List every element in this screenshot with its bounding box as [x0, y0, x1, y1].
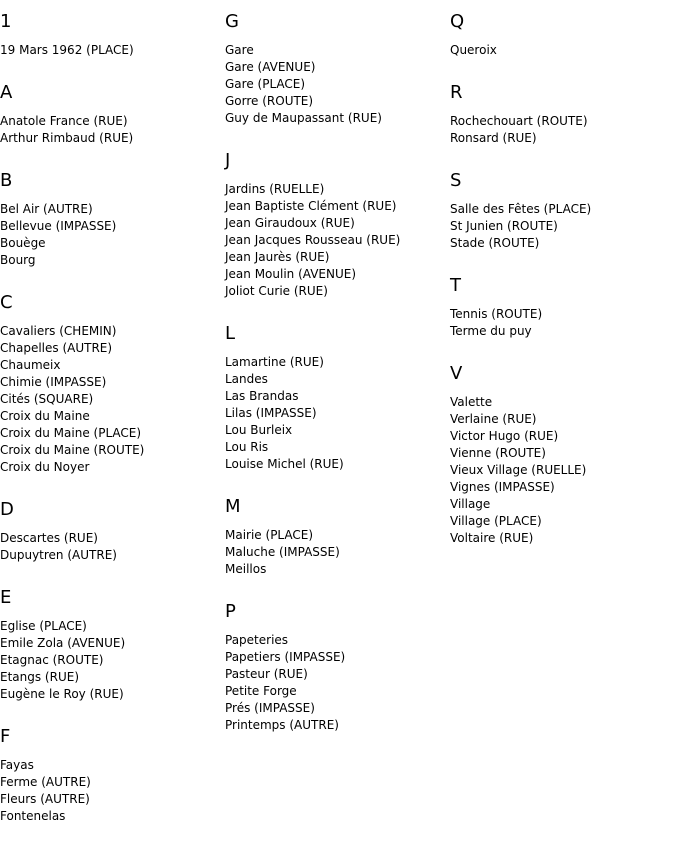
street-name: Petite Forge — [225, 684, 297, 698]
letter-section — [450, 171, 675, 252]
street-list — [450, 306, 675, 340]
street-index-column-1 — [0, 0, 225, 825]
street-name: Arthur Rimbaud (RUE) — [0, 131, 134, 145]
street-name: Pasteur (RUE) — [225, 667, 308, 681]
letter-section — [0, 83, 225, 147]
street-name: Etagnac (ROUTE) — [0, 653, 104, 667]
section-letter-heading: B — [0, 170, 13, 191]
street-name: Gare (PLACE) — [225, 77, 306, 91]
street-name: Gorre (ROUTE) — [225, 94, 314, 108]
street-name: Lamartine (RUE) — [225, 355, 324, 369]
street-name: 19 Mars 1962 (PLACE) — [0, 43, 134, 57]
letter-section — [225, 12, 450, 127]
street-name: Terme du puy — [450, 324, 532, 338]
street-list — [225, 632, 450, 734]
street-name: Croix du Maine — [0, 409, 90, 423]
street-name: Vignes (IMPASSE) — [450, 480, 555, 494]
street-name: Las Brandas — [225, 389, 299, 403]
section-letter-heading: M — [225, 496, 241, 517]
street-list — [225, 181, 450, 300]
street-name: Mairie (PLACE) — [225, 528, 314, 542]
street-name: Bel Air (AUTRE) — [0, 202, 93, 216]
street-name: Rochechouart (ROUTE) — [450, 114, 588, 128]
letter-section — [225, 324, 450, 473]
street-name: Valette — [450, 395, 493, 409]
street-list — [450, 42, 675, 59]
street-name: Croix du Maine (PLACE) — [0, 426, 142, 440]
section-letter-heading: P — [225, 601, 236, 622]
street-name: Fontenelas — [0, 809, 66, 823]
street-name: Vienne (ROUTE) — [450, 446, 546, 460]
street-list — [0, 530, 225, 564]
street-name: Descartes (RUE) — [0, 531, 98, 545]
section-letter-heading: 1 — [0, 11, 12, 32]
section-letter-heading: R — [450, 82, 463, 103]
street-name: Voltaire (RUE) — [450, 531, 534, 545]
section-letter-heading: Q — [450, 11, 465, 32]
street-name: Jean Jacques Rousseau (RUE) — [225, 233, 401, 247]
street-name: Chimie (IMPASSE) — [0, 375, 107, 389]
street-list — [0, 113, 225, 147]
section-letter-heading: A — [0, 82, 13, 103]
street-name: Prés (IMPASSE) — [225, 701, 315, 715]
street-name: Queroix — [450, 43, 497, 57]
street-name: Jean Giraudoux (RUE) — [225, 216, 355, 230]
street-name: Joliot Curie (RUE) — [225, 284, 328, 298]
letter-section — [0, 12, 225, 59]
street-name: Lilas (IMPASSE) — [225, 406, 317, 420]
street-name: Jean Baptiste Clément (RUE) — [225, 199, 397, 213]
section-letter-heading: L — [225, 323, 236, 344]
street-index-column-2 — [225, 0, 450, 734]
letter-section — [225, 151, 450, 300]
street-name: Gare — [225, 43, 254, 57]
street-name: Bourg — [0, 253, 36, 267]
letter-section — [0, 500, 225, 564]
street-name: Ferme (AUTRE) — [0, 775, 91, 789]
street-name: Bellevue (IMPASSE) — [0, 219, 117, 233]
street-name: Eugène le Roy (RUE) — [0, 687, 124, 701]
street-name: Chaumeix — [0, 358, 61, 372]
street-name: Maluche (IMPASSE) — [225, 545, 340, 559]
street-name: Salle des Fêtes (PLACE) — [450, 202, 592, 216]
section-letter-heading: E — [0, 587, 12, 608]
street-name: Eglise (PLACE) — [0, 619, 87, 633]
section-letter-heading: S — [450, 170, 462, 191]
section-letter-heading: T — [450, 275, 461, 296]
letter-section — [450, 12, 675, 59]
street-name: Jardins (RUELLE) — [225, 182, 325, 196]
street-name: St Junien (ROUTE) — [450, 219, 558, 233]
street-name: Lou Burleix — [225, 423, 293, 437]
street-name: Lou Ris — [225, 440, 269, 454]
street-list — [0, 201, 225, 269]
street-name: Stade (ROUTE) — [450, 236, 540, 250]
street-list — [450, 113, 675, 147]
street-list — [0, 757, 225, 825]
letter-section — [0, 171, 225, 269]
section-letter-heading: D — [0, 499, 14, 520]
letter-section — [450, 83, 675, 147]
street-name: Cités (SQUARE) — [0, 392, 94, 406]
street-name: Fleurs (AUTRE) — [0, 792, 90, 806]
letter-section — [0, 588, 225, 703]
street-name: Jean Jaurès (RUE) — [225, 250, 330, 264]
section-letter-heading: G — [225, 11, 239, 32]
street-name: Landes — [225, 372, 268, 386]
letter-section — [225, 497, 450, 578]
street-name: Dupuytren (AUTRE) — [0, 548, 117, 562]
street-name: Vieux Village (RUELLE) — [450, 463, 587, 477]
street-list — [450, 201, 675, 252]
street-name: Printemps (AUTRE) — [225, 718, 339, 732]
street-name: Louise Michel (RUE) — [225, 457, 344, 471]
street-name: Emile Zola (AVENUE) — [0, 636, 126, 650]
street-name: Papetiers (IMPASSE) — [225, 650, 346, 664]
street-name: Croix du Maine (ROUTE) — [0, 443, 145, 457]
section-letter-heading: C — [0, 292, 13, 313]
street-list — [0, 323, 225, 476]
section-letter-heading: V — [450, 363, 463, 384]
street-list — [450, 394, 675, 547]
street-name: Village — [450, 497, 491, 511]
letter-section — [450, 364, 675, 547]
letter-section — [225, 602, 450, 734]
street-name: Cavaliers (CHEMIN) — [0, 324, 117, 338]
street-name: Village (PLACE) — [450, 514, 542, 528]
street-name: Victor Hugo (RUE) — [450, 429, 559, 443]
section-letter-heading: F — [0, 726, 11, 747]
street-index-column-3 — [450, 0, 675, 547]
street-name: Gare (AVENUE) — [225, 60, 316, 74]
street-list — [225, 527, 450, 578]
street-name: Papeteries — [225, 633, 289, 647]
letter-section — [0, 727, 225, 825]
street-name: Jean Moulin (AVENUE) — [225, 267, 357, 281]
letter-section — [0, 293, 225, 476]
street-list — [0, 618, 225, 703]
letter-section — [450, 276, 675, 340]
street-name: Verlaine (RUE) — [450, 412, 537, 426]
street-name: Etangs (RUE) — [0, 670, 79, 684]
street-list — [0, 42, 225, 59]
street-list — [225, 42, 450, 127]
street-list — [225, 354, 450, 473]
street-name: Croix du Noyer — [0, 460, 90, 474]
street-name: Fayas — [0, 758, 34, 772]
street-name: Tennis (ROUTE) — [450, 307, 543, 321]
street-name: Chapelles (AUTRE) — [0, 341, 113, 355]
street-name: Bouège — [0, 236, 46, 250]
street-name: Guy de Maupassant (RUE) — [225, 111, 382, 125]
street-name: Ronsard (RUE) — [450, 131, 537, 145]
section-letter-heading: J — [225, 150, 231, 171]
street-name: Meillos — [225, 562, 267, 576]
street-name: Anatole France (RUE) — [0, 114, 128, 128]
